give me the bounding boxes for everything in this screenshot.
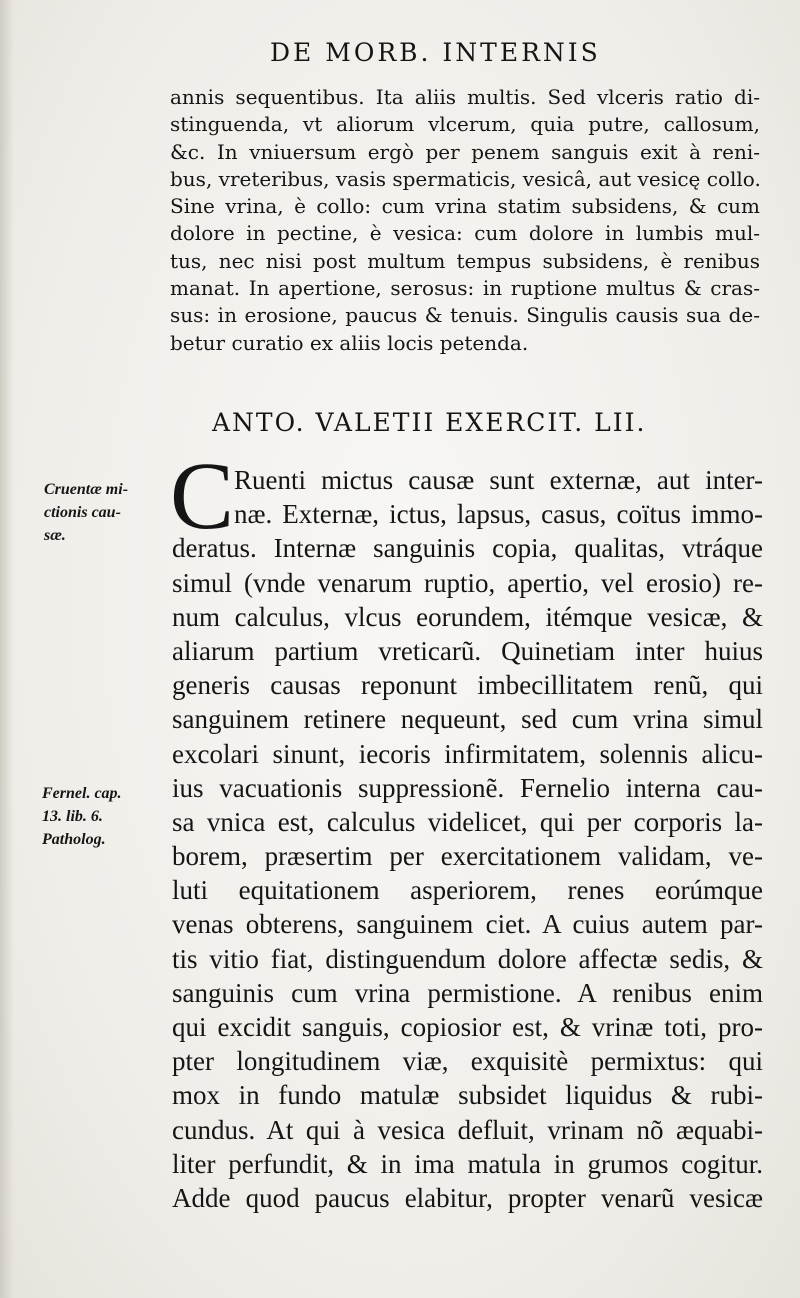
text-line: liter perfundit, & in ima matula in grumos cogitur. <box>172 1148 763 1179</box>
text-line: sus: in erosione, paucus & tenuis. Singulis causis sua de- <box>170 303 760 328</box>
text-line: simul (vnde venarum ruptio, apertio, vel erosio) re- <box>172 567 763 598</box>
text-line: generis causas reponunt imbecillitatem renũ, qui <box>172 670 763 701</box>
margin-note-line: sæ. <box>44 527 66 544</box>
margin-note-line: Patholog. <box>42 831 106 848</box>
text-line: Sine vrina, è collo: cum vrina statim subsidens, & cum <box>170 194 760 219</box>
margin-note-causes <box>44 478 128 547</box>
text-line: ius vacuationis suppressionẽ. Fernelio interna cau- <box>172 772 763 803</box>
text-line: excolari sinunt, iecoris infirmitatem, solennis alicu- <box>172 738 763 769</box>
paragraph-main <box>172 463 763 1215</box>
running-head: DE MORB. INTERNIS <box>270 38 601 67</box>
text-line: manat. In apertione, serosus: in ruptione multus & cras- <box>170 276 760 301</box>
section-heading: ANTO. VALETII EXERCIT. LII. <box>212 408 647 437</box>
text-line: &c. In vniuersum ergò per penem sanguis exit à reni- <box>170 139 760 164</box>
text-line: dolore in pectine, è vesica: cum dolore in lumbis mul- <box>170 221 760 246</box>
text-line: tis vitio fiat, distinguendum dolore affectæ sedis, & <box>172 943 763 974</box>
text-line: pter longitudinem viæ, exquisitè permixtus: qui <box>172 1046 763 1077</box>
margin-note-line: 13. lib. 6. <box>42 808 103 825</box>
margin-note-line: Cruentæ mi- <box>44 481 129 498</box>
text-line: sanguinis cum vrina permistione. A renibus enim <box>172 977 763 1008</box>
text-line: sa vnica est, calculus videlicet, qui per corporis la- <box>172 806 763 837</box>
text-line: qui excidit sanguis, copiosior est, & vrinæ toti, pro- <box>172 1012 763 1042</box>
page-gutter-shadow <box>0 0 14 1298</box>
text-line: venas obterens, sanguinem ciet. A cuius autem par- <box>172 909 763 940</box>
text-line: annis sequentibus. Ita aliis multis. Sed vlceris ratio di- <box>170 85 760 109</box>
text-line: næ. Externæ, ictus, lapsus, casus, coïtus immo- <box>234 499 763 530</box>
text-line: deratus. Internæ sanguinis copia, qualitas, vtráque <box>172 533 763 564</box>
text-line: bus, vreteribus, vasis spermaticis, vesicâ, aut vesicę collo. <box>170 166 761 191</box>
text-line: stinguenda, vt aliorum vlcerum, quia putre, callosum, <box>170 112 760 137</box>
text-line: borem, præsertim per exercitationem validam, ve- <box>172 841 763 872</box>
text-line: Ruenti mictus causæ sunt externæ, aut inter- <box>234 465 763 495</box>
margin-note-line: Fernel. cap. <box>42 785 122 802</box>
text-line: betur curatio ex aliis locis petenda. <box>170 330 529 355</box>
margin-note-reference <box>42 782 122 851</box>
text-line: mox in fundo matulæ subsidet liquidus & rubi- <box>172 1080 763 1111</box>
text-line: num calculus, vlcus eorundem, itémque vesicæ, & <box>172 601 763 632</box>
margin-note-line: ctionis cau- <box>44 504 121 521</box>
drop-cap: C <box>170 442 235 549</box>
text-line: luti equitationem asperiorem, renes eorúmque <box>172 875 763 906</box>
paragraph-previous-chapter <box>170 84 760 357</box>
text-line: cundus. At qui à vesica defluit, vrinam nõ æquabi- <box>172 1114 763 1145</box>
text-line: aliarum partium vreticarũ. Quinetiam inter huius <box>172 635 763 666</box>
text-line: Adde quod paucus elabitur, propter venarũ vesicæ <box>172 1182 763 1213</box>
text-line: tus, nec nisi post multum tempus subsidens, è renibus <box>170 248 760 273</box>
text-line: sanguinem retinere nequeunt, sed cum vrina simul <box>172 704 763 735</box>
